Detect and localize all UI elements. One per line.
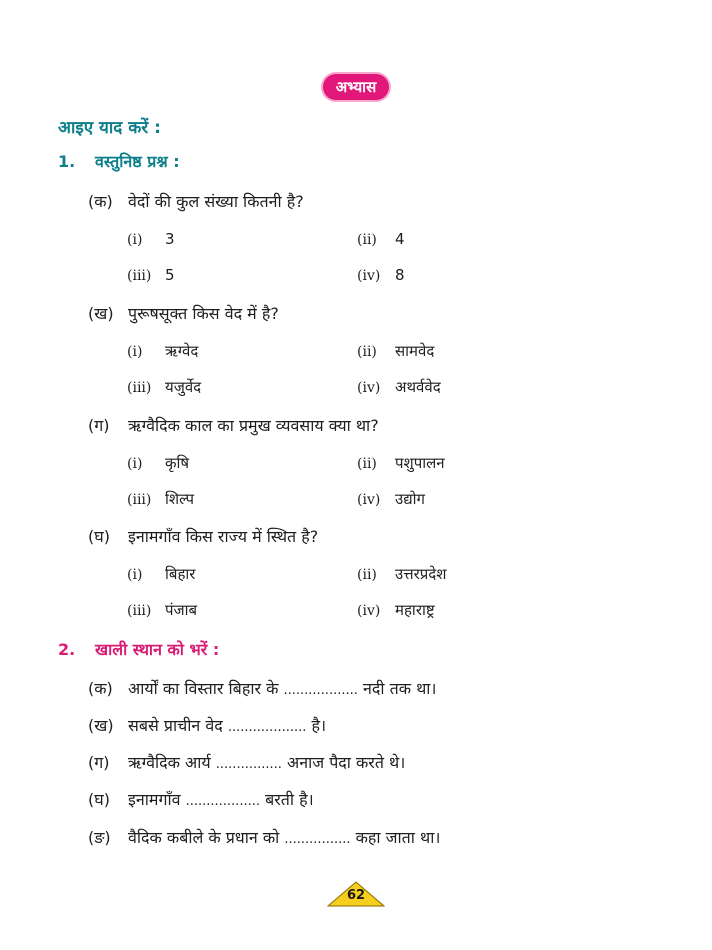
option-text: ऋग्वेद — [165, 342, 199, 360]
question-label: (ख) — [88, 304, 114, 323]
item-before: ऋग्वैदिक आर्य — [128, 753, 211, 772]
option-text: कृषि — [165, 454, 190, 472]
option-text: महाराष्ट्र — [395, 601, 435, 619]
question-label: (घ) — [88, 527, 110, 546]
section-2-number: 2. — [58, 640, 76, 659]
fill-blank-nga — [88, 826, 440, 848]
question-text: पुरूषसूक्त किस वेद में है? — [128, 304, 279, 323]
item-before: सबसे प्राचीन वेद — [128, 716, 223, 735]
section-1-label: वस्तुनिष्ठ प्रश्न : — [95, 152, 180, 171]
page-number-badge — [327, 881, 385, 907]
recall-heading: आइए याद करें : — [58, 118, 161, 138]
fill-blank-kha — [88, 714, 326, 736]
option-roman: (iii) — [127, 492, 152, 508]
option-ka-iv — [357, 266, 405, 284]
option-text: 4 — [395, 230, 405, 248]
blank-dots: ................ — [215, 757, 282, 772]
option-roman: (ii) — [357, 567, 377, 583]
question-text: ऋग्वैदिक काल का प्रमुख व्यवसाय क्या था? — [128, 416, 379, 435]
option-text: 5 — [165, 266, 175, 284]
option-gha-iv — [357, 600, 435, 620]
fill-blank-gha — [88, 788, 314, 810]
item-before: आर्यों का विस्तार बिहार के — [128, 679, 279, 698]
question-kha — [88, 302, 279, 324]
option-roman: (iii) — [127, 380, 152, 396]
option-ka-ii — [357, 230, 405, 248]
exercise-badge: अभ्यास — [323, 74, 389, 100]
option-gha-iii — [127, 600, 197, 620]
blank-dots: ................ — [284, 832, 351, 847]
item-label: (क) — [88, 679, 113, 698]
option-kha-iv — [357, 377, 441, 397]
option-roman: (i) — [127, 456, 143, 472]
option-ka-iii — [127, 266, 175, 284]
option-ga-iv — [357, 489, 425, 509]
option-text: उत्तरप्रदेश — [395, 565, 447, 583]
fill-blank-ka — [88, 677, 437, 699]
option-text: सामवेद — [395, 342, 435, 360]
item-label: (ङ) — [88, 828, 111, 847]
blank-dots: ................... — [227, 720, 307, 735]
option-roman: (iv) — [357, 268, 381, 284]
option-text: पंजाब — [165, 601, 198, 619]
option-roman: (ii) — [357, 344, 377, 360]
option-roman: (ii) — [357, 456, 377, 472]
option-roman: (iii) — [127, 268, 152, 284]
section-2-title — [58, 638, 219, 660]
question-ka — [88, 190, 304, 212]
blank-dots: .................. — [283, 683, 358, 698]
item-before: इनामगाँव — [128, 790, 181, 809]
option-ga-iii — [127, 489, 194, 509]
option-roman: (iii) — [127, 603, 152, 619]
option-kha-i — [127, 341, 198, 361]
item-label: (घ) — [88, 790, 110, 809]
option-text: अथर्ववेद — [395, 378, 441, 396]
section-1-number: 1. — [58, 152, 76, 171]
item-after: है। — [311, 716, 327, 735]
page-number: 62 — [346, 888, 366, 903]
question-label: (क) — [88, 192, 113, 211]
option-roman: (ii) — [357, 232, 377, 248]
option-ka-i — [127, 230, 175, 248]
option-roman: (i) — [127, 567, 143, 583]
section-2-label: खाली स्थान को भरें : — [95, 640, 220, 659]
item-before: वैदिक कबीले के प्रधान को — [128, 828, 280, 847]
item-label: (ख) — [88, 716, 114, 735]
item-after: नदी तक था। — [362, 679, 437, 698]
option-gha-i — [127, 564, 195, 584]
item-label: (ग) — [88, 753, 110, 772]
option-roman: (iv) — [357, 603, 381, 619]
blank-dots: .................. — [185, 794, 260, 809]
question-gha — [88, 525, 318, 547]
option-roman: (iv) — [357, 492, 381, 508]
option-roman: (i) — [127, 232, 143, 248]
fill-blank-ga — [88, 751, 405, 773]
question-label: (ग) — [88, 416, 110, 435]
question-ga — [88, 414, 379, 436]
option-kha-ii — [357, 341, 434, 361]
option-text: 8 — [395, 266, 405, 284]
option-ga-i — [127, 453, 189, 473]
question-text: इनामगाँव किस राज्य में स्थित है? — [128, 527, 319, 546]
option-text: बिहार — [165, 565, 196, 583]
option-gha-ii — [357, 564, 446, 584]
item-after: कहा जाता था। — [355, 828, 441, 847]
option-roman: (iv) — [357, 380, 381, 396]
question-text: वेदों की कुल संख्या कितनी है? — [128, 192, 304, 211]
option-text: शिल्प — [165, 490, 195, 508]
option-text: उद्योग — [395, 490, 426, 508]
option-ga-ii — [357, 453, 445, 473]
section-1-title — [58, 150, 180, 172]
option-text: 3 — [165, 230, 175, 248]
item-after: बरती है। — [265, 790, 314, 809]
option-kha-iii — [127, 377, 201, 397]
item-after: अनाज पैदा करते थे। — [287, 753, 406, 772]
option-roman: (i) — [127, 344, 143, 360]
option-text: यजुर्वेद — [165, 378, 202, 396]
option-text: पशुपालन — [395, 454, 445, 472]
